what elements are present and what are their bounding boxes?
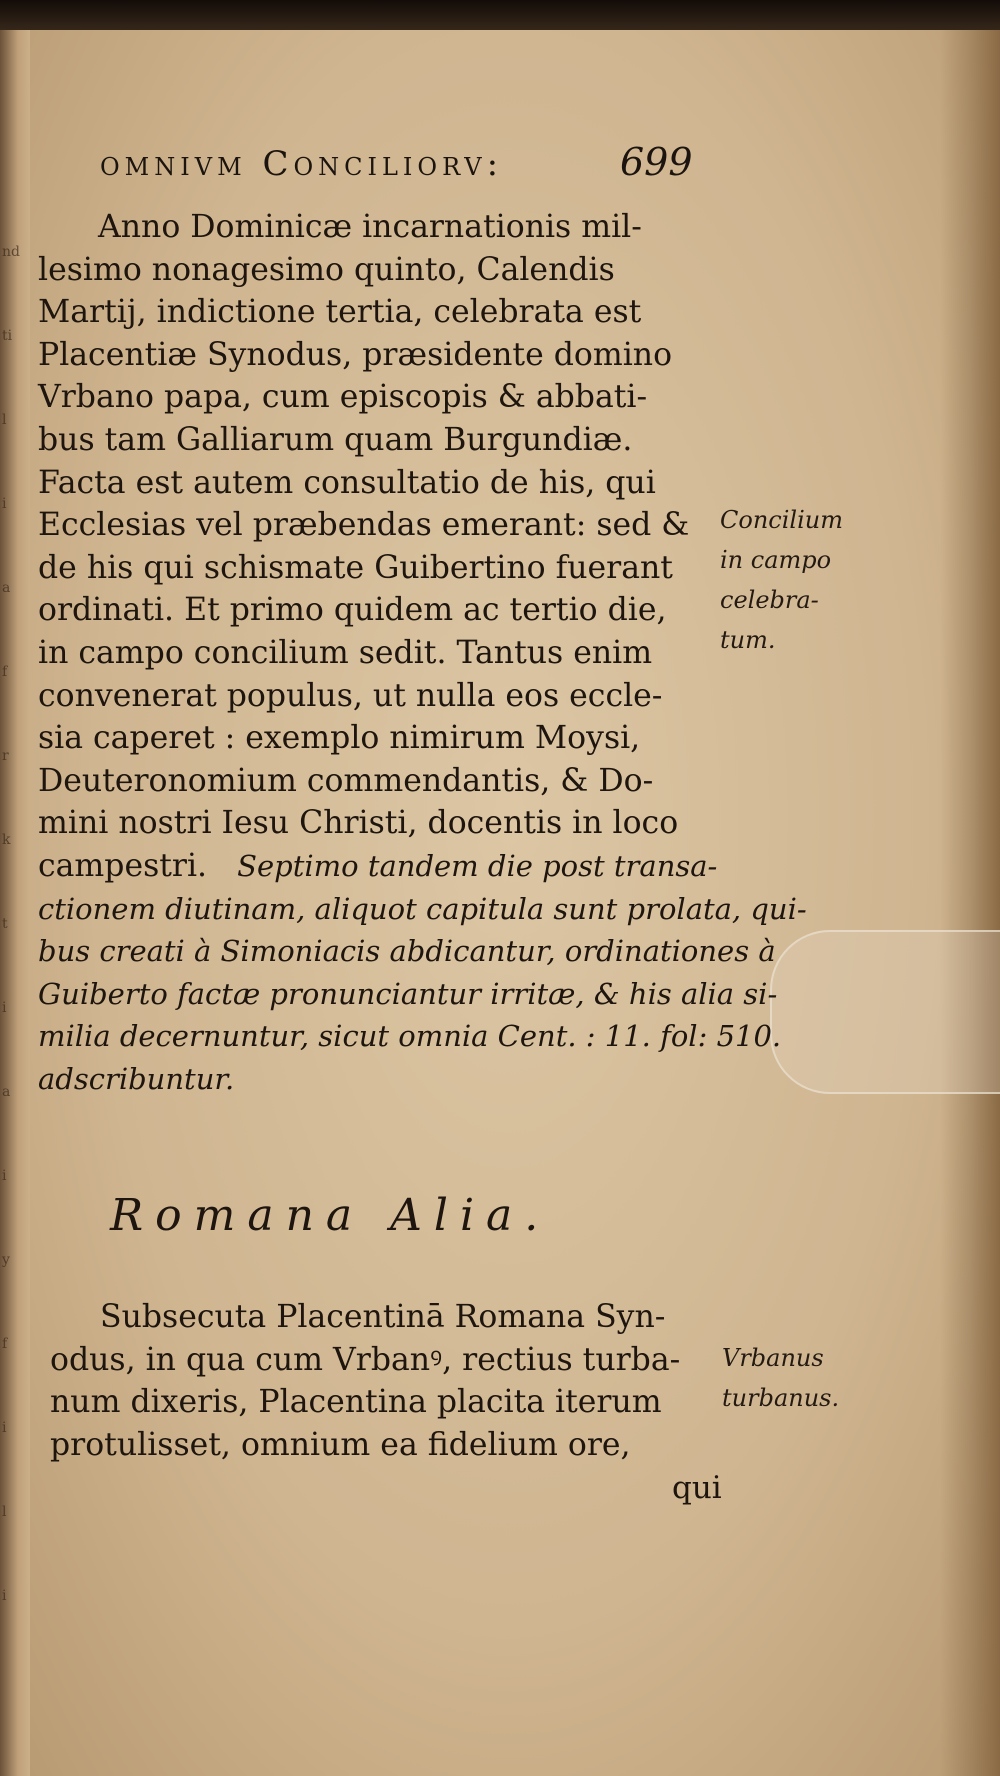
marginal-note-vrbanus — [722, 1338, 839, 1418]
page-fore-edge — [940, 30, 1000, 1776]
marginal-note-line: tum. — [720, 626, 776, 654]
gutter-letter: i — [2, 1168, 7, 1184]
text-line: mini nostri Iesu Christi, docentis in loco — [38, 805, 679, 842]
text-line: num dixeris, Placentina placita iterum — [50, 1384, 662, 1421]
gutter-letter: i — [2, 496, 7, 512]
facing-page-letters — [2, 210, 26, 1604]
gutter-letter: f — [2, 664, 8, 680]
text-line: lesimo nonagesimo quinto, Calendis — [38, 251, 615, 288]
text-line: bus creati à Simoniacis abdicantur, ordinationes à — [38, 934, 776, 969]
gutter-letter: f — [2, 1336, 8, 1352]
text-line: convenerat populus, ut nulla eos eccle- — [38, 677, 663, 714]
text-line: Guiberto factæ pronunciantur irritæ, & his alia si- — [38, 976, 778, 1011]
gutter-letter: i — [2, 1588, 7, 1604]
gutter-letter: i — [2, 1420, 7, 1436]
gutter-letter: a — [2, 580, 11, 596]
text-line: de his qui schismate Guibertino fuerant — [38, 549, 673, 586]
text-line: Placentiæ Synodus, præsidente domino — [38, 336, 673, 373]
paragraph-romana — [50, 1296, 740, 1466]
text-line: Vrbano papa, cum episcopis & abbati- — [38, 379, 648, 416]
book-edge-top — [0, 0, 1000, 34]
text-line: sia caperet : exemplo nimirum Moysi, — [38, 720, 641, 757]
text-line: milia decernuntur, sicut omnia Cent. : 11. fol: 510. — [38, 1019, 782, 1054]
text-line: protulisset, omnium ea fidelium ore, — [50, 1426, 631, 1463]
gutter-letter: ti — [2, 328, 13, 344]
text-line: Septimo tandem die post transa- — [237, 848, 718, 883]
section-heading: Romana Alia. — [110, 1190, 551, 1241]
running-title: omnivm Conciliorv: — [100, 144, 504, 184]
text-line: Martij, indictione tertia, celebrata est — [38, 294, 642, 331]
marginal-note-line: Vrbanus — [722, 1344, 824, 1372]
gutter-letter: l — [2, 412, 7, 428]
text-line: ctionem diutinam, aliquot capitula sunt prolata, qui- — [38, 891, 807, 926]
text-line: campestri. Septimo tandem die post transa- — [38, 847, 718, 884]
text-line: adscribuntur. — [38, 1061, 235, 1096]
text-line: odus, in qua cum Vrbanꝰ, rectius turba- — [50, 1341, 681, 1378]
gutter-letter: r — [2, 748, 9, 764]
gutter-letter: t — [2, 916, 8, 932]
text-line: bus tam Galliarum quam Burgundiæ. — [38, 421, 633, 458]
text-line: Ecclesias vel præbendas emerant: sed & — [38, 507, 690, 544]
gutter-letter: i — [2, 1000, 7, 1016]
catchword: qui — [672, 1470, 722, 1506]
gutter-letter: k — [2, 832, 11, 848]
text-line: Anno Dominicæ incarnationis mil- — [98, 209, 642, 245]
text-line: ordinati. Et primo quidem ac tertio die, — [38, 592, 667, 629]
gutter-letter: nd — [2, 244, 20, 260]
text-line: Subsecuta Placentinā Romana Syn- — [100, 1299, 666, 1335]
marginal-note-concilium — [720, 500, 843, 660]
gutter-letter: y — [2, 1252, 10, 1268]
text-line: Deuteronomium commendantis, & Do- — [38, 762, 654, 799]
page-number: 699 — [620, 140, 693, 184]
text-line: in campo concilium sedit. Tantus enim — [38, 634, 653, 671]
gutter-letter: l — [2, 1504, 7, 1520]
gutter-letter: a — [2, 1084, 11, 1100]
running-header — [100, 140, 720, 190]
text-line: Facta est autem consultatio de his, qui — [38, 464, 656, 501]
marginal-note-line: Concilium — [720, 506, 843, 534]
marginal-note-line: celebra- — [720, 586, 819, 614]
marginal-note-line: turbanus. — [722, 1384, 840, 1412]
bookmark-tab — [770, 930, 1000, 1094]
marginal-note-line: in campo — [720, 546, 832, 574]
